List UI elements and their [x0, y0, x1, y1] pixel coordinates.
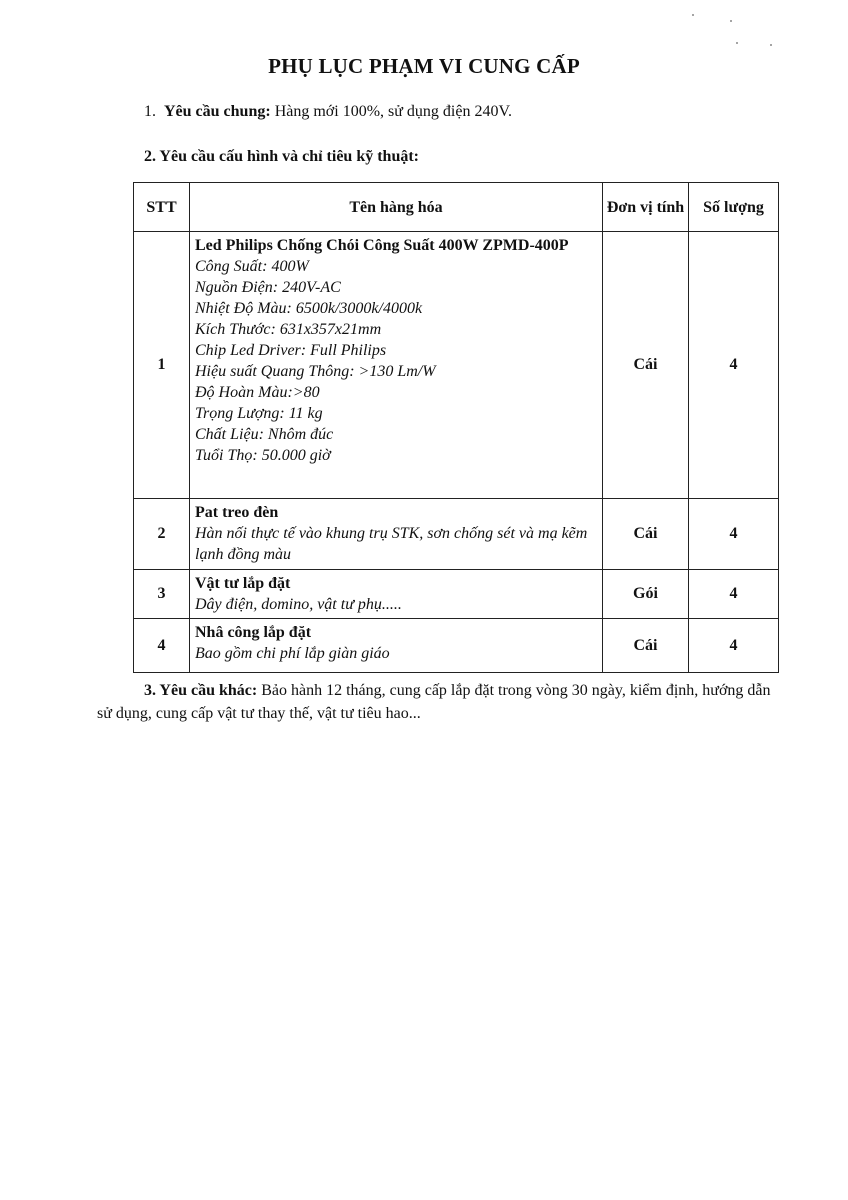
item-detail: Hiệu suất Quang Thông: >130 Lm/W	[195, 363, 436, 380]
scan-speck	[730, 20, 732, 22]
config-heading: 2. Yêu cầu cấu hình và chỉ tiêu kỹ thuật:	[144, 148, 419, 165]
table-row	[134, 570, 779, 619]
item-name: Nhâ công lắp đặt	[195, 624, 312, 641]
row-unit: Cái	[603, 619, 689, 673]
row-qty: 4	[689, 619, 779, 673]
item-detail: Tuổi Thọ: 50.000 giờ	[195, 447, 331, 464]
row-stt: 3	[134, 570, 190, 619]
item-detail: Chất Liệu: Nhôm đúc	[195, 426, 334, 443]
table-row	[134, 499, 779, 570]
item-detail: Dây điện, domino, vật tư phụ.....	[195, 596, 402, 613]
row-item	[190, 570, 603, 619]
item-detail: Trọng Lượng: 11 kg	[195, 405, 323, 422]
row-unit: Cái	[603, 499, 689, 570]
row-stt: 4	[134, 619, 190, 673]
table-row	[134, 619, 779, 673]
item-detail: Kích Thước: 631x357x21mm	[195, 321, 382, 338]
table-row	[134, 232, 779, 499]
other-requirement	[97, 679, 777, 725]
row-unit: Cái	[603, 232, 689, 499]
header-unit: Đơn vị tính	[603, 183, 689, 232]
spec-table	[133, 182, 779, 673]
item-detail: Chip Led Driver: Full Philips	[195, 342, 387, 359]
item-detail: Nhiệt Độ Màu: 6500k/3000k/4000k	[195, 300, 423, 317]
general-requirement-number: 1.	[144, 103, 156, 120]
general-requirement	[144, 101, 512, 123]
item-detail: Bao gồm chi phí lắp giàn giáo	[195, 645, 390, 662]
row-item	[190, 232, 603, 499]
general-requirement-label: Yêu cầu chung:	[164, 103, 271, 120]
item-name: Pat treo đèn	[195, 504, 279, 521]
item-detail: Độ Hoàn Màu:>80	[195, 384, 320, 401]
header-qty: Số lượng	[689, 183, 779, 232]
row-stt: 2	[134, 499, 190, 570]
scan-speck	[692, 14, 694, 16]
item-name: Vật tư lắp đặt	[195, 575, 291, 592]
scan-speck	[736, 42, 738, 44]
item-detail: Hàn nối thực tế vào khung trụ STK, sơn chống sét và mạ kẽm lạnh đồng màu	[195, 525, 588, 563]
item-detail: Nguồn Điện: 240V-AC	[195, 279, 341, 296]
row-item	[190, 499, 603, 570]
general-requirement-text: Hàng mới 100%, sử dụng điện 240V.	[274, 103, 512, 120]
item-name: Led Philips Chống Chói Công Suất 400W ZPMD-400P	[195, 237, 569, 254]
other-requirement-label: 3. Yêu cầu khác:	[144, 682, 258, 699]
row-unit: Gói	[603, 570, 689, 619]
item-detail: Công Suất: 400W	[195, 258, 309, 275]
header-name: Tên hàng hóa	[190, 183, 603, 232]
row-stt: 1	[134, 232, 190, 499]
row-qty: 4	[689, 232, 779, 499]
page-title: PHỤ LỤC PHẠM VI CUNG CẤP	[268, 54, 580, 78]
other-requirement-text: Bảo hành 12 tháng, cung cấp lắp đặt trong vòng 30 ngày, kiểm định, hướng dẫn sử dụng, cung cấp vật tư thay thế, vật tư tiêu hao...	[97, 682, 771, 722]
table-header-row	[134, 183, 779, 232]
row-qty: 4	[689, 570, 779, 619]
header-stt: STT	[134, 183, 190, 232]
row-qty: 4	[689, 499, 779, 570]
row-item	[190, 619, 603, 673]
scan-speck	[770, 44, 772, 46]
